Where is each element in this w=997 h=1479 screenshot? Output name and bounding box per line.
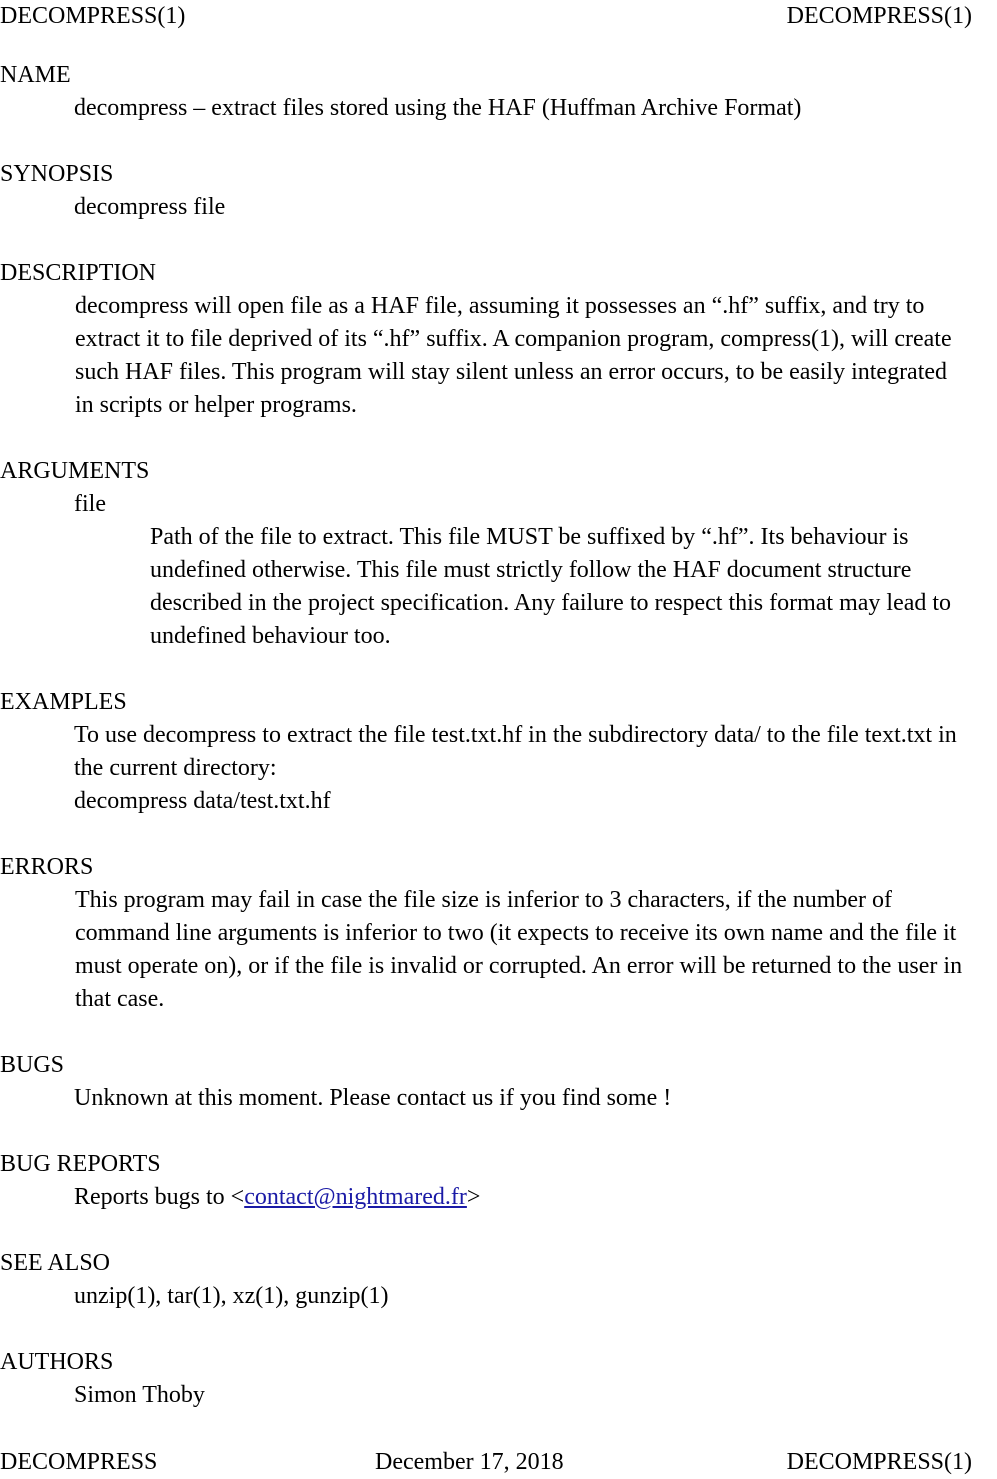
- page-header: [0, 0, 972, 33]
- example-line: To use decompress to extract the file test.txt.hf in the subdirectory data/ to the file text.txt in: [74, 722, 957, 748]
- section-title-bugs: BUGS: [0, 1052, 65, 1078]
- description-line: decompress will open file as a HAF file, assuming it possesses an “.hf” suffix, and try to: [75, 293, 925, 319]
- section-title-synopsis: SYNOPSIS: [0, 161, 114, 187]
- contact-email-link[interactable]: contact@nightmared.fr: [244, 1184, 467, 1210]
- argument-line: undefined otherwise. This file must strictly follow the HAF document structure: [150, 557, 912, 583]
- argument-description: [150, 521, 997, 653]
- bug-reports-suffix: >: [466, 1184, 481, 1210]
- errors-body: [75, 884, 997, 1016]
- section-name: [0, 59, 997, 125]
- section-examples: [0, 686, 997, 818]
- section-title-authors: AUTHORS: [0, 1349, 114, 1375]
- see-also-text: unzip(1), tar(1), xz(1), gunzip(1): [74, 1283, 389, 1309]
- section-title-arguments: ARGUMENTS: [0, 458, 150, 484]
- section-title-errors: ERRORS: [0, 854, 94, 880]
- argument-line: undefined behaviour too.: [150, 623, 391, 649]
- examples-body: [74, 719, 997, 818]
- section-errors: [0, 851, 997, 1016]
- section-description: [0, 257, 997, 422]
- synopsis-text: decompress file: [74, 194, 226, 220]
- section-synopsis: [0, 158, 997, 224]
- section-arguments: [0, 455, 997, 653]
- errors-line: must operate on), or if the file is invalid or corrupted. An error will be returned to the user in: [75, 953, 963, 979]
- errors-line: This program may fail in case the file size is inferior to 3 characters, if the number of: [75, 887, 893, 913]
- bug-reports-prefix: Reports bugs to <: [74, 1184, 245, 1210]
- footer-left-title: DECOMPRESS: [0, 1449, 158, 1475]
- header-right-title: DECOMPRESS(1): [786, 3, 972, 29]
- errors-line: that case.: [75, 986, 165, 1012]
- errors-line: command line arguments is inferior to two (it expects to receive its own name and the file it: [75, 920, 957, 946]
- section-see-also: [0, 1247, 997, 1313]
- page-footer: [0, 1446, 972, 1479]
- example-command: decompress data/test.txt.hf: [74, 788, 331, 814]
- bug-reports-text: [74, 1181, 997, 1214]
- section-title-examples: EXAMPLES: [0, 689, 127, 715]
- section-bugs: [0, 1049, 997, 1115]
- description-body: [75, 290, 997, 422]
- example-line: the current directory:: [74, 755, 277, 781]
- argument-name: file: [74, 491, 106, 517]
- description-line: extract it to file deprived of its “.hf” suffix. A companion program, compress(1), will create: [75, 326, 952, 352]
- header-left-title: DECOMPRESS(1): [0, 3, 186, 29]
- section-title-bug-reports: BUG REPORTS: [0, 1151, 161, 1177]
- footer-right-title: DECOMPRESS(1): [786, 1449, 972, 1475]
- argument-line: described in the project specification. Any failure to respect this format may lead to: [150, 590, 952, 616]
- man-content: [0, 59, 997, 1445]
- bugs-text: Unknown at this moment. Please contact us if you find some !: [74, 1085, 672, 1111]
- description-line: in scripts or helper programs.: [75, 392, 357, 418]
- section-title-description: DESCRIPTION: [0, 260, 157, 286]
- section-authors: [0, 1346, 997, 1412]
- authors-text: Simon Thoby: [74, 1382, 205, 1408]
- section-bug-reports: [0, 1148, 997, 1214]
- name-text: decompress – extract files stored using the HAF (Huffman Archive Format): [74, 95, 802, 121]
- section-title-see-also: SEE ALSO: [0, 1250, 111, 1276]
- argument-line: Path of the file to extract. This file MUST be suffixed by “.hf”. Its behaviour is: [150, 524, 909, 550]
- description-line: such HAF files. This program will stay silent unless an error occurs, to be easily integrated: [75, 359, 948, 385]
- footer-date: December 17, 2018: [375, 1449, 564, 1475]
- section-title-name: NAME: [0, 62, 71, 88]
